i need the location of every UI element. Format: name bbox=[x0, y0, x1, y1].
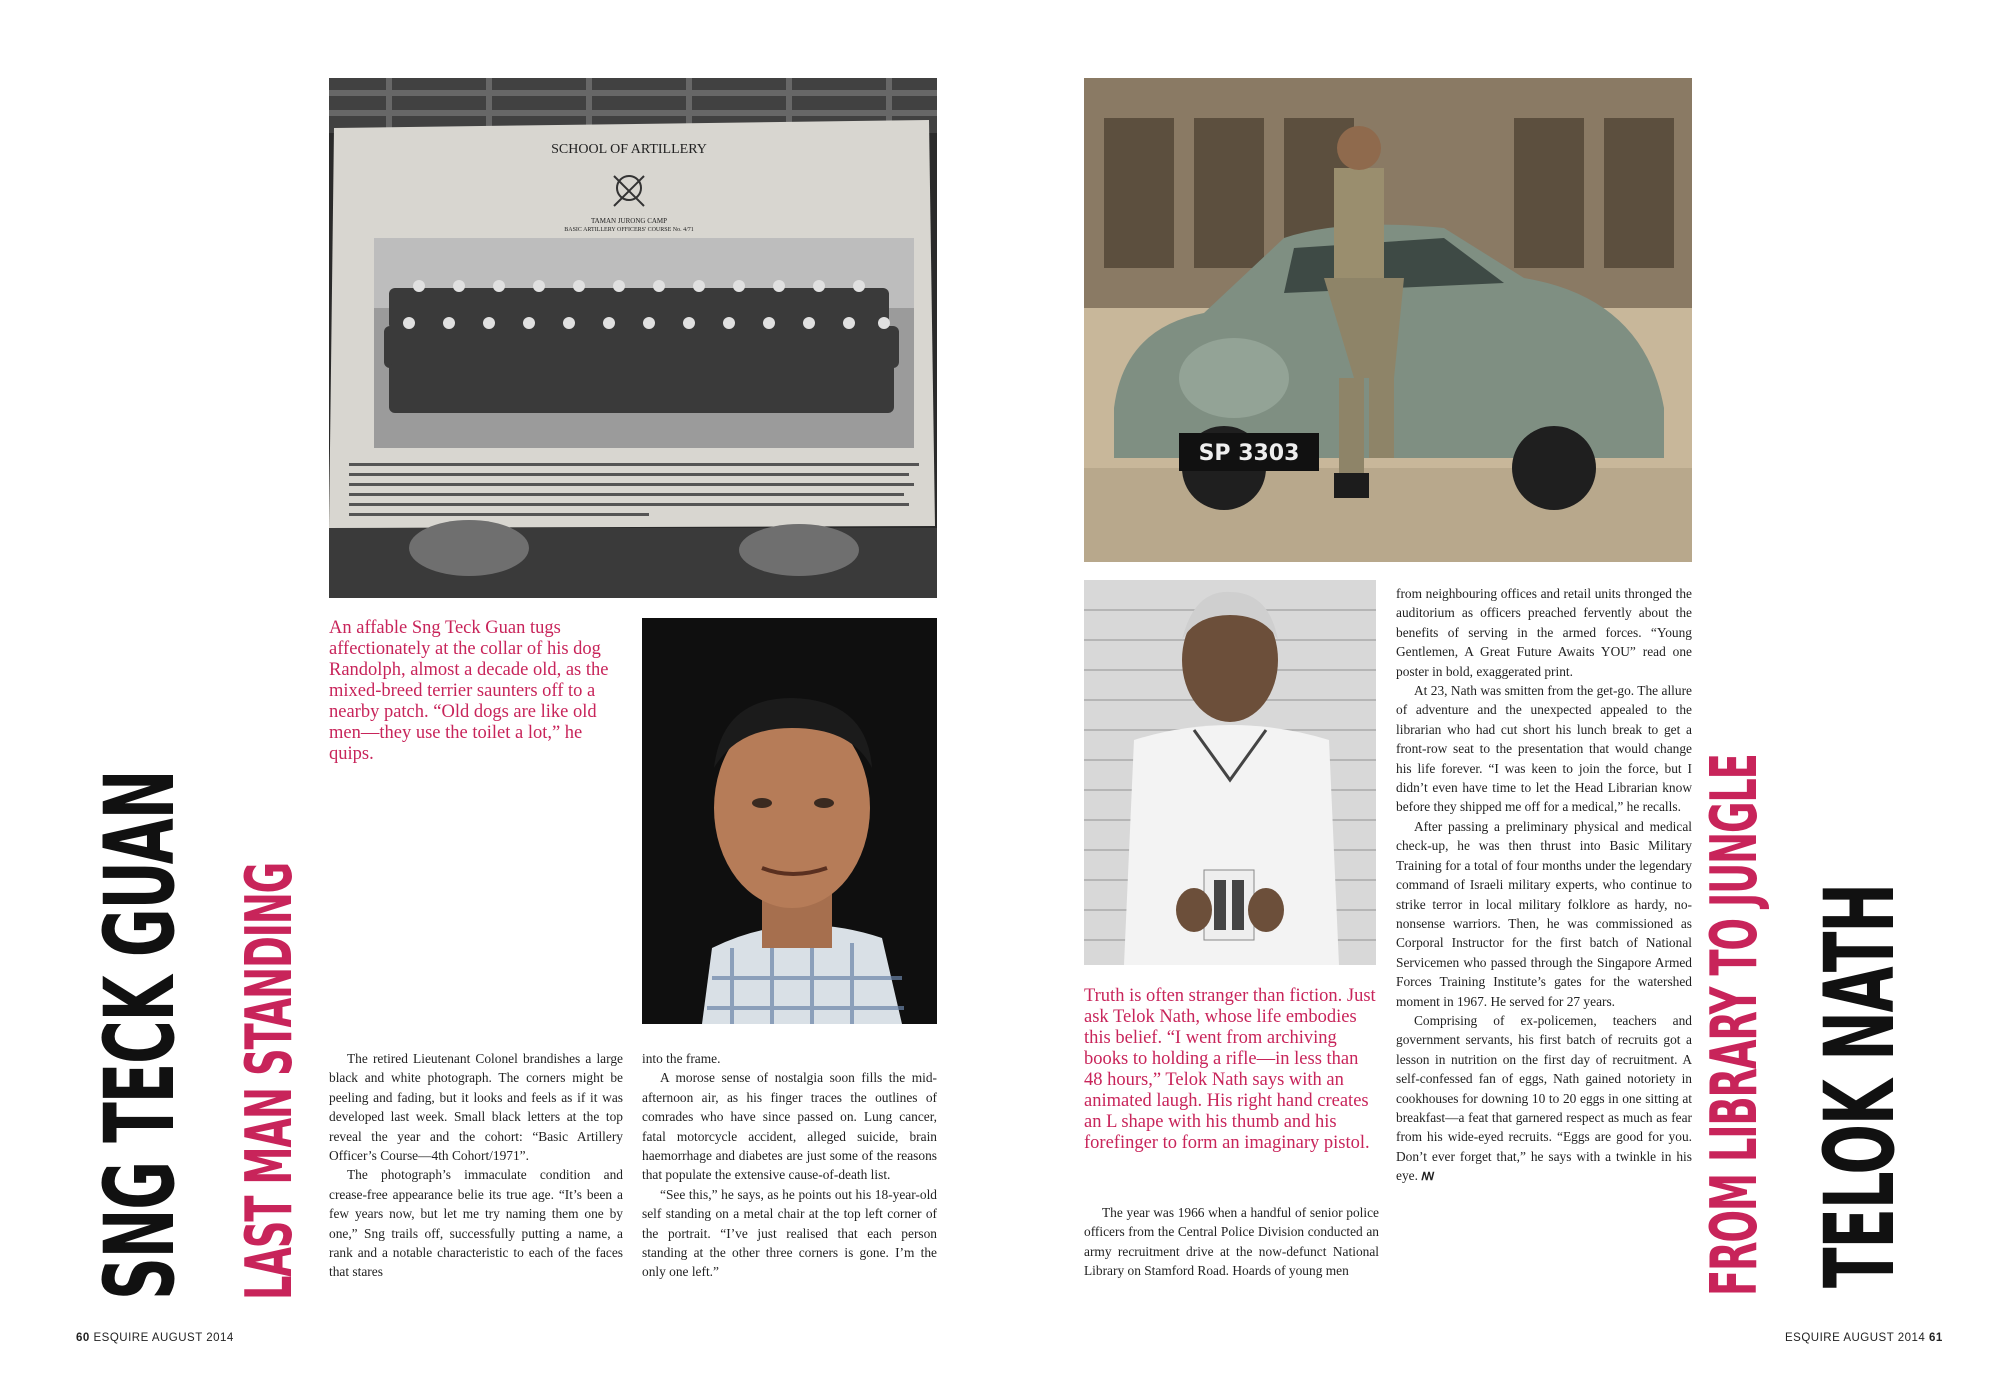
photo-label-camp: TAMAN JURONG CAMP bbox=[590, 217, 668, 225]
title-telok-nath: TELOK NATH bbox=[1804, 884, 1916, 1288]
left-col2-para-1: into the frame. bbox=[642, 1051, 721, 1066]
end-mark: ꟿ bbox=[1421, 1171, 1435, 1184]
photo-label-course: BASIC ARTILLERY OFFICERS' COURSE No. 4/71 bbox=[564, 227, 694, 233]
folio-text-right: ESQUIRE AUGUST 2014 bbox=[1785, 1332, 1926, 1344]
left-col1-para-1: The retired Lieutenant Colonel brandishes a large black and white photograph. The corners might be peeling and fading, but it looks and feels as if it was developed last week. Small black letters at the top reveal the year and the cohort: “Basic Artillery Officer’s Course—4th Cohort/1971”. bbox=[329, 1051, 623, 1164]
left-col1-para-2: The photograph’s immaculate condition and crease-free appearance belie its true age. “It’s been a few years now, but let me try naming them one by one,” Sng trails off, successfully putting a name, a rank and a notable characteristic to each of the faces that stares bbox=[329, 1167, 623, 1280]
group-photo bbox=[329, 78, 937, 598]
right-col1-para-1: The year was 1966 when a handful of senior police officers from the Central Police Division conducted an army recruitment drive at the now-defunct National Library on Stamford Road. Hoards of young men bbox=[1084, 1205, 1379, 1279]
right-col2-para-3: After passing a preliminary physical and medical check-up, he was then thrust into Basic Military Training for a total of four months under the legendary command of Israeli military experts, who continue to strike terror in local military folklore as hardy, no-nonsense warriors. Then, he was commissioned as Corporal Instructor for the first batch of National Servicemen who passed through the Singapore Armed Forces Training Institute’s gates for the watershed moment in 1967. He served for 27 years. bbox=[1396, 818, 1692, 1009]
page-number-right: 61 bbox=[1929, 1332, 1943, 1344]
title-sng-teck-guan: SNG TECK GUAN bbox=[84, 770, 196, 1300]
portrait-telok-nath bbox=[1084, 580, 1376, 965]
subtitle-from-library-to-jungle: FROM LIBRARY TO JUNGLE bbox=[1698, 754, 1772, 1296]
subtitle-last-man-standing: LAST MAN STANDING bbox=[233, 863, 307, 1300]
left-col2-para-3: “See this,” he says, as he points out his 18-year-old self standing on a metal chair at the top left corner of the portrait. “I’ve just realised that each person standing at the other three corners is gone. I’m the only one left.” bbox=[642, 1186, 937, 1280]
page-number-left: 60 bbox=[76, 1332, 90, 1344]
right-col2-para-1: from neighbouring offices and retail units thronged the auditorium as officers preached fervently about the benefits of serving in the armed forces. “Young Gentlemen, A Great Future Awaits YOU” read one poster in bold, exaggerated print. bbox=[1396, 586, 1692, 679]
right-col2-para-4-text: Comprising of ex-policemen, teachers and government servants, his first batch of recruits got a lesson in nutrition on the first day of recruitment. A self-confessed fan of eggs, Nath gained notoriety in cookhouses for downing 10 to 20 eggs in one sitting at breakfast—a feat that garnered respect as much as fear from his wide-eyed recruits. “Eggs are good for you. Don’t ever forget that,” he says with a twinkle in his eye. bbox=[1396, 1012, 1692, 1184]
folio-right bbox=[1785, 1332, 1943, 1344]
left-body-col-1 bbox=[329, 1049, 623, 1282]
folio-left bbox=[76, 1332, 234, 1344]
caption-sng: An affable Sng Teck Guan tugs affectionately at the collar of his dog Randolph, almost a decade old, as the mixed-breed terrier saunters off to a nearby patch. “Old dogs are like old men—they use the toilet a lot,” he quips. bbox=[329, 618, 609, 764]
right-col2-para-4 bbox=[1396, 1011, 1692, 1188]
caption-telok-nath: Truth is often stranger than fiction. Just ask Telok Nath, whose life embodies this belief. “I went from archiving books to holding a rifle—in less than 48 hours,” Telok Nath says with an animated laugh. His right hand creates an L shape with his thumb and his forefinger to form an imaginary pistol. bbox=[1084, 986, 1376, 1153]
photo-label-school: SCHOOL OF ARTILLERY bbox=[551, 142, 707, 157]
right-body-col-2 bbox=[1396, 584, 1692, 1188]
folio-text-left: ESQUIRE AUGUST 2014 bbox=[93, 1332, 234, 1344]
left-col2-para-2: A morose sense of nostalgia soon fills the mid-afternoon air, as his finger traces the outlines of comrades who have since passed on. Lung cancer, fatal motorcycle accident, alleged suicide, brain haemorrhage and diabetes are just some of the reasons that populate the extensive cause-of-death list. bbox=[642, 1070, 937, 1183]
right-body-col-1 bbox=[1084, 1203, 1379, 1281]
car-plate: SP 3303 bbox=[1198, 441, 1300, 466]
left-body-col-2 bbox=[642, 1049, 937, 1282]
right-col2-para-2: At 23, Nath was smitten from the get-go. The allure of adventure and the unexpected appealed to the librarian who had cut short his lunch break to get a front-row seat to the presentation that would change his life forever. “I was keen to join the force, but I didn’t even have time to let the Head Librarian know before they shipped me off for a medical,” he recalls. bbox=[1396, 683, 1692, 815]
portrait-sng-teck-guan bbox=[642, 618, 937, 1024]
vintage-car-photo bbox=[1084, 78, 1692, 562]
